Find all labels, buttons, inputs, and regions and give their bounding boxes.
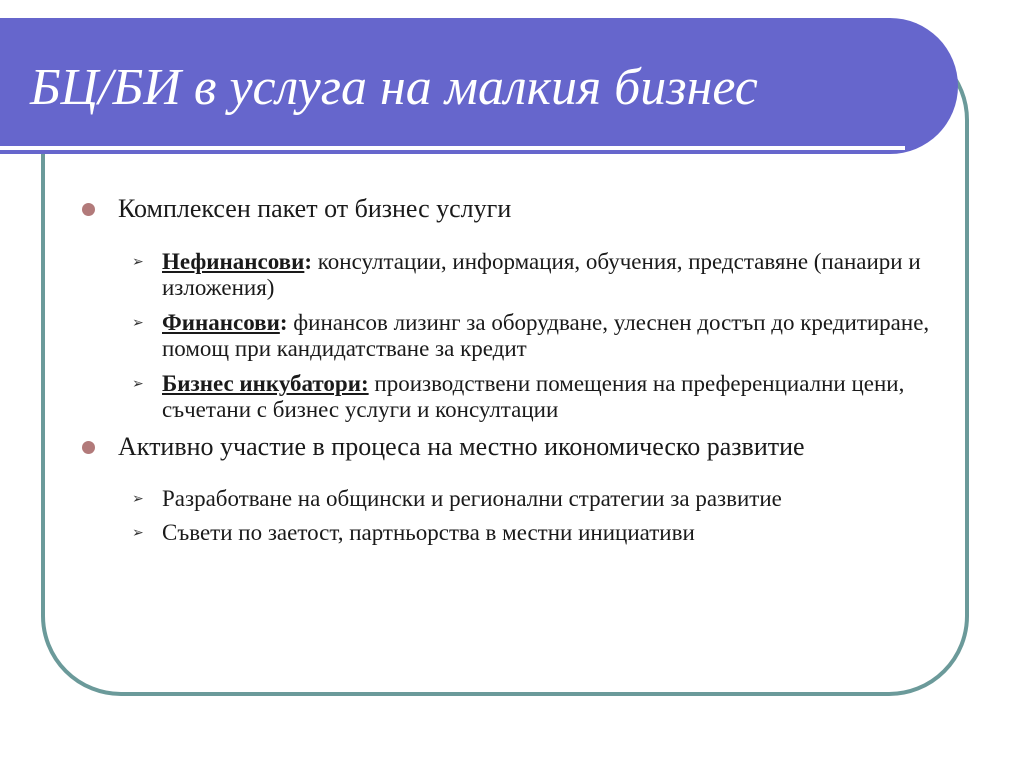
sub-bullet-term: Финансови bbox=[162, 310, 280, 335]
sub-bullet-text: консултации, информация, обучения, представяне (панаири и изложения) bbox=[162, 249, 921, 300]
circle-bullet-icon bbox=[82, 441, 95, 454]
sub-bullet-text: Разработване на общински и регионални стратегии за развитие bbox=[162, 486, 782, 511]
sub-bullet-text: производствени помещения на преференциални цени, съчетани с бизнес услуги и консултации bbox=[162, 371, 905, 422]
sub-bullet-colon: : bbox=[279, 310, 288, 335]
sub-bullet-text: финансов лизинг за оборудване, улеснен достъп до кредитиране, помощ при кандидатстване за кредит bbox=[162, 310, 930, 361]
title-bar bbox=[0, 18, 958, 154]
sub-bullet-item bbox=[132, 486, 930, 512]
arrowhead-bullet-icon: ➢ bbox=[132, 376, 144, 392]
sub-bullet-text: Съвети по заетост, партньорства в местни инициативи bbox=[162, 520, 695, 545]
arrowhead-bullet-icon: ➢ bbox=[132, 491, 144, 507]
sub-bullet-colon: : bbox=[304, 249, 313, 274]
bullet-item bbox=[80, 193, 930, 224]
sub-bullet-item bbox=[132, 520, 930, 546]
arrowhead-bullet-icon: ➢ bbox=[132, 525, 144, 541]
sub-bullet-term: Бизнес инкубатори: bbox=[162, 371, 369, 396]
title-underline bbox=[0, 146, 905, 150]
slide-title: БЦ/БИ в услуга на малкия бизнес bbox=[30, 59, 758, 116]
bullet-item bbox=[80, 431, 930, 462]
sub-bullet-item bbox=[132, 310, 930, 362]
circle-bullet-icon bbox=[82, 203, 95, 216]
bullet-text: Комплексен пакет от бизнес услуги bbox=[118, 194, 512, 223]
arrowhead-bullet-icon: ➢ bbox=[132, 315, 144, 331]
sub-bullet-term: Нефинансови bbox=[162, 249, 305, 274]
sub-bullet-item bbox=[132, 371, 930, 423]
slide-content bbox=[80, 193, 930, 546]
sub-bullet-item bbox=[132, 249, 930, 301]
bullet-text: Активно участие в процеса на местно икономическо развитие bbox=[118, 432, 805, 461]
arrowhead-bullet-icon: ➢ bbox=[132, 254, 144, 270]
